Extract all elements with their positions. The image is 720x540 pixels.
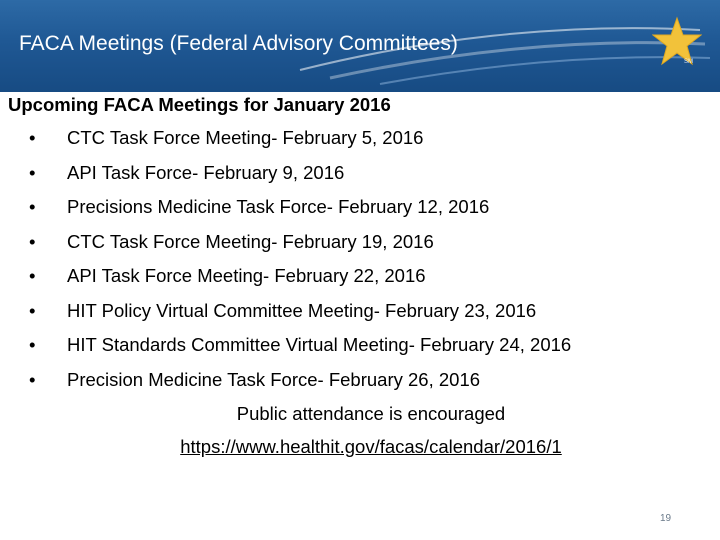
meeting-item [8, 259, 708, 294]
slide-title: FACA Meetings (Federal Advisory Committees) [19, 32, 458, 55]
slide-body [8, 93, 708, 457]
bullet-icon: • [29, 368, 36, 390]
meeting-text: HIT Standards Committee Virtual Meeting- February 24, 2016 [67, 334, 572, 355]
bullet-icon: • [29, 127, 36, 148]
meeting-item [8, 363, 708, 398]
bullet-icon: • [29, 334, 36, 355]
calendar-link-wrapper [8, 434, 720, 460]
meeting-text: Precision Medicine Task Force- February 26, 2016 [67, 368, 481, 390]
star-icon [652, 16, 702, 68]
service-mark: SM [684, 59, 693, 65]
bullet-icon: • [29, 230, 36, 252]
meeting-item [8, 121, 708, 156]
meeting-text: API Task Force Meeting- February 22, 2016 [67, 265, 426, 286]
meeting-item [8, 225, 708, 260]
meeting-item [8, 328, 708, 363]
meeting-text: API Task Force- February 9, 2016 [67, 161, 345, 183]
meeting-text: Precisions Medicine Task Force- February 12, 2016 [67, 196, 490, 217]
meeting-item [8, 294, 708, 329]
meeting-text: CTC Task Force Meeting- February 19, 2016 [67, 230, 434, 252]
public-attendance-note: Public attendance is encouraged [236, 403, 506, 424]
calendar-link[interactable]: https://www.healthit.gov/facas/calendar/2016/1 [180, 436, 562, 457]
meeting-item [8, 190, 708, 225]
bullet-icon: • [29, 299, 36, 321]
section-heading: Upcoming FACA Meetings for January 2016 [8, 94, 391, 115]
bullet-icon: • [29, 196, 36, 217]
meeting-item [8, 156, 708, 191]
bullet-icon: • [29, 161, 36, 183]
bullet-icon: • [29, 265, 36, 286]
page-number: 19 [660, 513, 672, 524]
meeting-list [8, 121, 708, 397]
slide-header [0, 0, 720, 92]
meeting-text: HIT Policy Virtual Committee Meeting- February 23, 2016 [67, 299, 537, 321]
meeting-text: CTC Task Force Meeting- February 5, 2016 [67, 127, 424, 148]
